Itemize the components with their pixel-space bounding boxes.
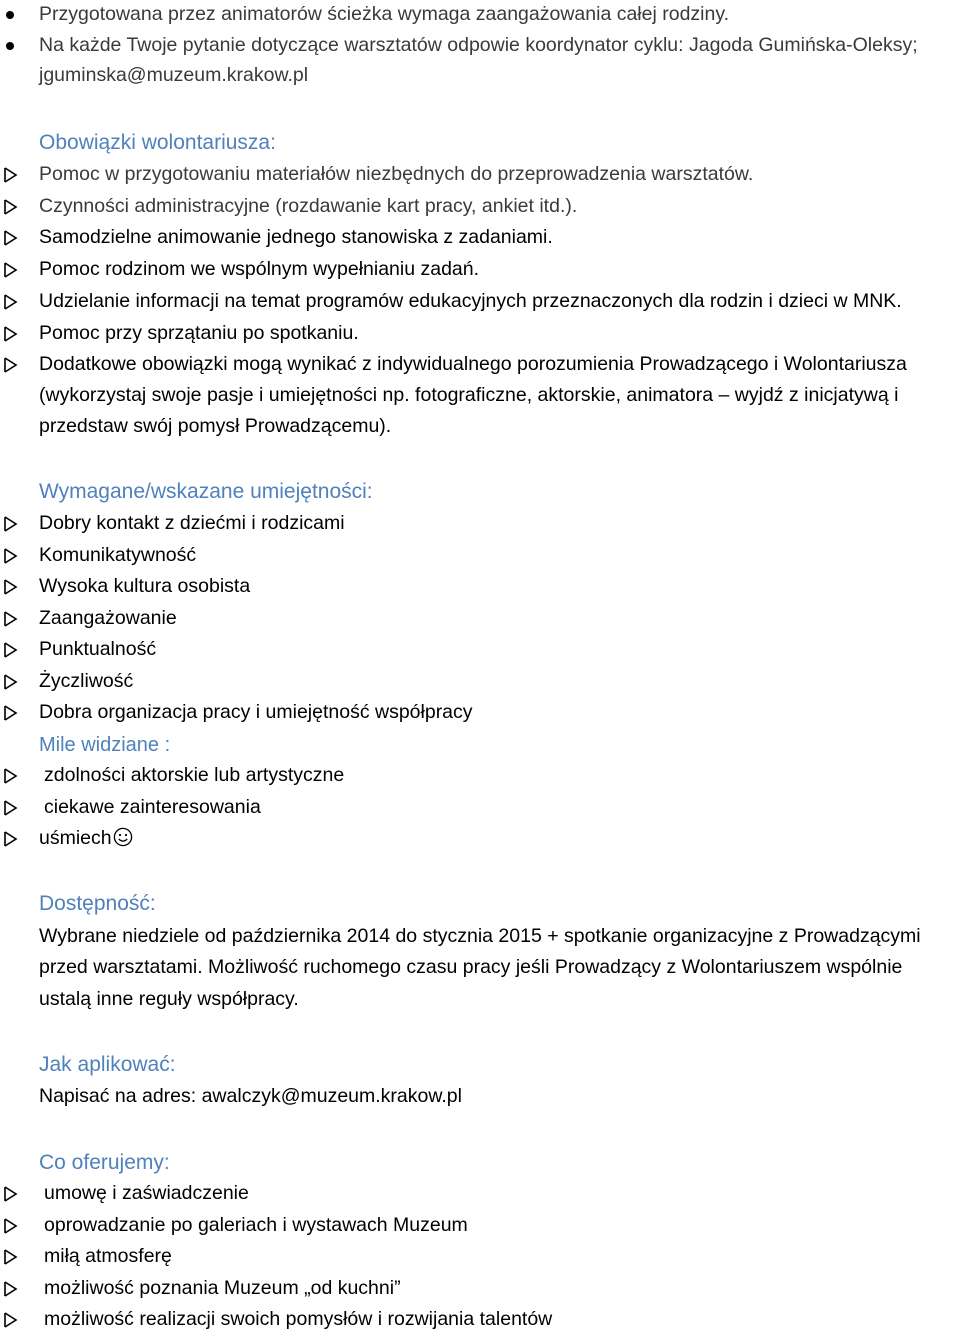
arrowhead-bullet-icon	[2, 508, 28, 540]
arrowhead-bullet-icon	[2, 666, 28, 698]
availability-line: Wybrane niedziele od października 2014 do stycznia 2015 + spotkanie organizacyjne z Prowadzącymi	[39, 925, 921, 947]
welcome-heading: Mile widziane :	[39, 734, 171, 756]
arrowhead-bullet-icon	[2, 191, 28, 223]
arrowhead-bullet-icon	[2, 1178, 28, 1210]
document-page: Przygotowana przez animatorów ścieżka wymaga zaangażowania całej rodziny. Na każde Twoje pytanie dotyczące warsztatów odpowie koordynator cyklu: Jagoda Gumińska-Oleksy; jguminska@muzeum.krakow.pl Obowiązki wolontariusza: Pomoc w przygotowaniu materiałów niezbędnych do przeprowadzenia warsztatów. Czynności administracyjne (rozdawanie kart pracy, ankiet itd.). Samodzielne animowanie jednego stanowiska z zadaniami. Pomoc rodzinom we wspólnym wypełnianiu zadań. Udzielanie informacji na temat programów edukacyjnych przeznaczonych dla rodzin i dzieci w MNK. Pomoc przy sprzątaniu po spotkaniu. Dodatkowe obowiązki mogą wynikać z indywidualnego porozumienia Prowadzącego i Wolontariusza (wykorzystaj swoje pasje i umiejętności np. fotograficzne, aktorskie, animatora – wyjdź z inicjatywą i przedstaw swój pomysł Prowadzącemu). Wymagane/wskazane umiejętności: Dobry kontakt z dziećmi i rodzicami Komunikatywność Wysoka kultura osobista Zaangażowanie Punktualność Życzliwość Dobra organizacja pracy i umiejętność współpracy Mile widziane : zdolności aktorskie lub artystyczne ciekawe zainteresowania uśmiech Dostępność: Wybrane niedziele od października 2014 do stycznia 2015 + spotkanie organizacyjne z Prowadzącymi przed warsztatami. Możliwość ruchomego czasu pracy jeśli Prowadzący z Wolontariuszem wspólnie ustalą inne reguły współpracy. Jak aplikować: Napisać na adres: awalczyk@muzeum.krakow.pl Co oferujemy: umowę i zaświadczenie oprowadzanie po galeriach i wystawach Muzeum miłą atmosferę możliwość poznania Muzeum „od kuchni” możliwość realizacji swoich pomysłów i rozwijania talentów	[0, 0, 960, 1336]
round-bullet-icon	[6, 42, 14, 50]
availability-line: ustalą inne reguły współpracy.	[39, 988, 299, 1010]
arrowhead-bullet-icon	[2, 1210, 28, 1242]
duties-heading: Obowiązki wolontariusza:	[39, 131, 276, 154]
arrowhead-bullet-icon	[2, 159, 28, 191]
arrowhead-bullet-icon	[2, 1273, 28, 1305]
apply-text: Napisać na adres: awalczyk@muzeum.krakow.pl	[39, 1085, 462, 1107]
arrowhead-bullet-icon	[2, 540, 28, 572]
apply-heading: Jak aplikować:	[39, 1053, 176, 1076]
arrowhead-bullet-icon	[2, 603, 28, 635]
welcome-item-label: uśmiech	[39, 827, 112, 849]
arrowhead-bullet-icon	[2, 1241, 28, 1273]
arrowhead-bullet-icon	[2, 823, 28, 855]
arrowhead-bullet-icon	[2, 254, 28, 286]
arrowhead-bullet-icon	[2, 760, 28, 792]
arrowhead-bullet-icon	[2, 222, 28, 254]
arrowhead-bullet-icon	[2, 286, 28, 318]
offer-heading: Co oferujemy:	[39, 1151, 170, 1174]
smiley-face-icon	[113, 826, 133, 858]
arrowhead-bullet-icon	[2, 571, 28, 603]
skills-heading: Wymagane/wskazane umiejętności:	[39, 480, 373, 503]
arrowhead-bullet-icon	[2, 318, 28, 350]
arrowhead-bullet-icon	[2, 349, 28, 381]
arrowhead-bullet-icon	[2, 634, 28, 666]
availability-heading: Dostępność:	[39, 892, 156, 915]
arrowhead-bullet-icon	[2, 1304, 28, 1336]
availability-line: przed warsztatami. Możliwość ruchomego czasu pracy jeśli Prowadzący z Wolontariuszem wspólnie	[39, 956, 903, 978]
arrowhead-bullet-icon	[2, 697, 28, 729]
round-bullet-icon	[6, 11, 14, 19]
arrowhead-bullet-icon	[2, 792, 28, 824]
